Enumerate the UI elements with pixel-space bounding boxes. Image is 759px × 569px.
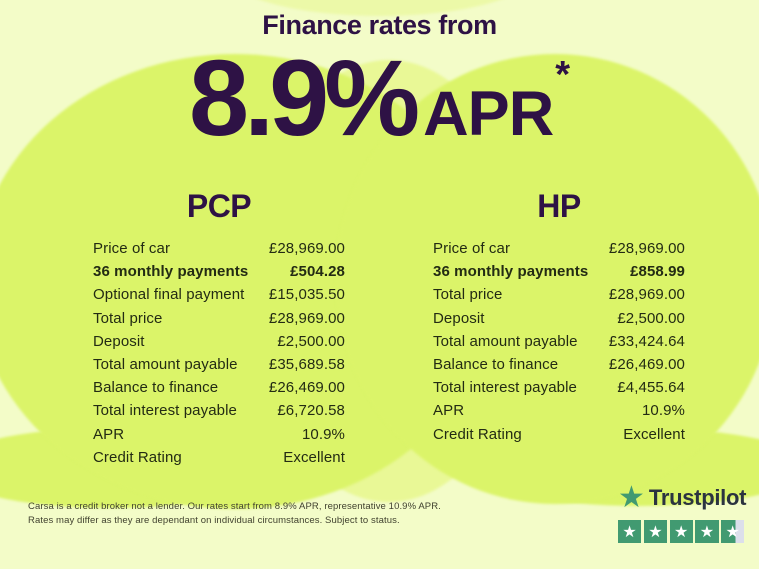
row-value: £28,969.00: [608, 286, 685, 304]
disclaimer-text: [28, 500, 488, 527]
table-row: [433, 376, 685, 399]
row-label: Deposit: [433, 309, 485, 327]
star-glyph: ★: [648, 521, 663, 541]
row-label: Total price: [433, 286, 503, 304]
finance-table-pcp: [93, 237, 345, 469]
table-row: [93, 376, 345, 399]
table-row: [433, 237, 685, 260]
row-label: Balance to finance: [93, 379, 219, 397]
row-value: £858.99: [630, 263, 685, 281]
headline-rate-asterisk: *: [555, 54, 570, 96]
table-row: [93, 260, 345, 283]
row-label: Total amount payable: [433, 332, 578, 350]
star-glyph: ★: [725, 521, 740, 541]
row-label: Total interest payable: [93, 402, 237, 420]
row-label: Deposit: [93, 332, 145, 350]
rating-star-icon: [670, 520, 693, 543]
row-label: APR: [93, 425, 125, 443]
row-label: Credit Rating: [433, 425, 522, 443]
headline-rate-value: 8.9%: [189, 37, 416, 158]
headline-rate-suffix: APR: [423, 79, 554, 149]
column-title-hp: HP: [537, 188, 581, 224]
rating-star-icon: [695, 520, 718, 543]
row-label: Total amount payable: [93, 356, 238, 374]
trustpilot-badge: [618, 480, 750, 543]
row-value: £26,469.00: [268, 379, 345, 397]
row-label: Price of car: [433, 240, 511, 258]
rating-star-icon: [721, 520, 744, 543]
table-row: [93, 307, 345, 330]
table-row: [93, 399, 345, 422]
table-row: [93, 423, 345, 446]
finance-column-pcp: [93, 188, 345, 469]
row-label: Optional final payment: [93, 286, 245, 304]
row-value: £2,500.00: [617, 309, 685, 327]
row-value: £35,689.58: [268, 356, 345, 374]
disclaimer-line-1: Carsa is a credit broker not a lender. Our rates start from 8.9% APR, representative 10.9% APR.: [28, 501, 441, 512]
row-value: 10.9%: [641, 402, 685, 420]
table-row: [93, 237, 345, 260]
finance-table-hp: [433, 237, 685, 446]
row-label: Total price: [93, 309, 163, 327]
trustpilot-rating-stars: [618, 520, 750, 543]
row-value: Excellent: [623, 425, 685, 443]
row-label: Price of car: [93, 240, 171, 258]
disclaimer-line-2: Rates may differ as they are dependant on individual circumstances. Subject to status.: [28, 514, 400, 526]
headline-rate: [0, 37, 759, 158]
column-title-pcp: PCP: [186, 188, 252, 224]
row-value: £26,469.00: [608, 356, 685, 374]
row-value: £2,500.00: [277, 332, 345, 350]
row-value: 10.9%: [301, 425, 345, 443]
row-value: £504.28: [290, 263, 345, 281]
row-value: £15,035.50: [268, 286, 345, 304]
row-value: £28,969.00: [268, 309, 345, 327]
row-label: APR: [433, 402, 465, 420]
table-row: [433, 307, 685, 330]
table-row: [433, 423, 685, 446]
star-glyph: ★: [699, 521, 715, 541]
trustpilot-wordmark: Trustpilot: [648, 485, 747, 510]
star-glyph: ★: [673, 521, 689, 541]
rating-star-icon: [644, 520, 667, 543]
row-label: Balance to finance: [433, 356, 559, 374]
table-row: [433, 330, 685, 353]
table-row: [433, 399, 685, 422]
row-value: £4,455.64: [617, 379, 685, 397]
row-label: 36 monthly payments: [93, 263, 249, 281]
table-row: [93, 330, 345, 353]
table-row: [433, 260, 685, 283]
row-value: £6,720.58: [277, 402, 345, 420]
row-label: 36 monthly payments: [433, 263, 589, 281]
trustpilot-logo-row: [618, 480, 750, 515]
headline-subtitle: Finance rates from: [262, 10, 497, 40]
star-glyph: ★: [622, 521, 637, 541]
finance-column-hp: [433, 188, 685, 446]
rating-star-icon: [618, 520, 641, 543]
table-row: [93, 353, 345, 376]
row-value: £28,969.00: [268, 240, 345, 258]
row-label: Credit Rating: [93, 448, 182, 466]
row-value: £28,969.00: [608, 240, 685, 258]
row-value: £33,424.64: [608, 332, 685, 350]
trustpilot-star-icon: ★: [618, 480, 645, 515]
table-row: [433, 353, 685, 376]
table-row: [93, 446, 345, 469]
row-label: Total interest payable: [433, 379, 577, 397]
table-row: [433, 283, 685, 306]
table-row: [93, 283, 345, 306]
row-value: Excellent: [283, 448, 345, 466]
